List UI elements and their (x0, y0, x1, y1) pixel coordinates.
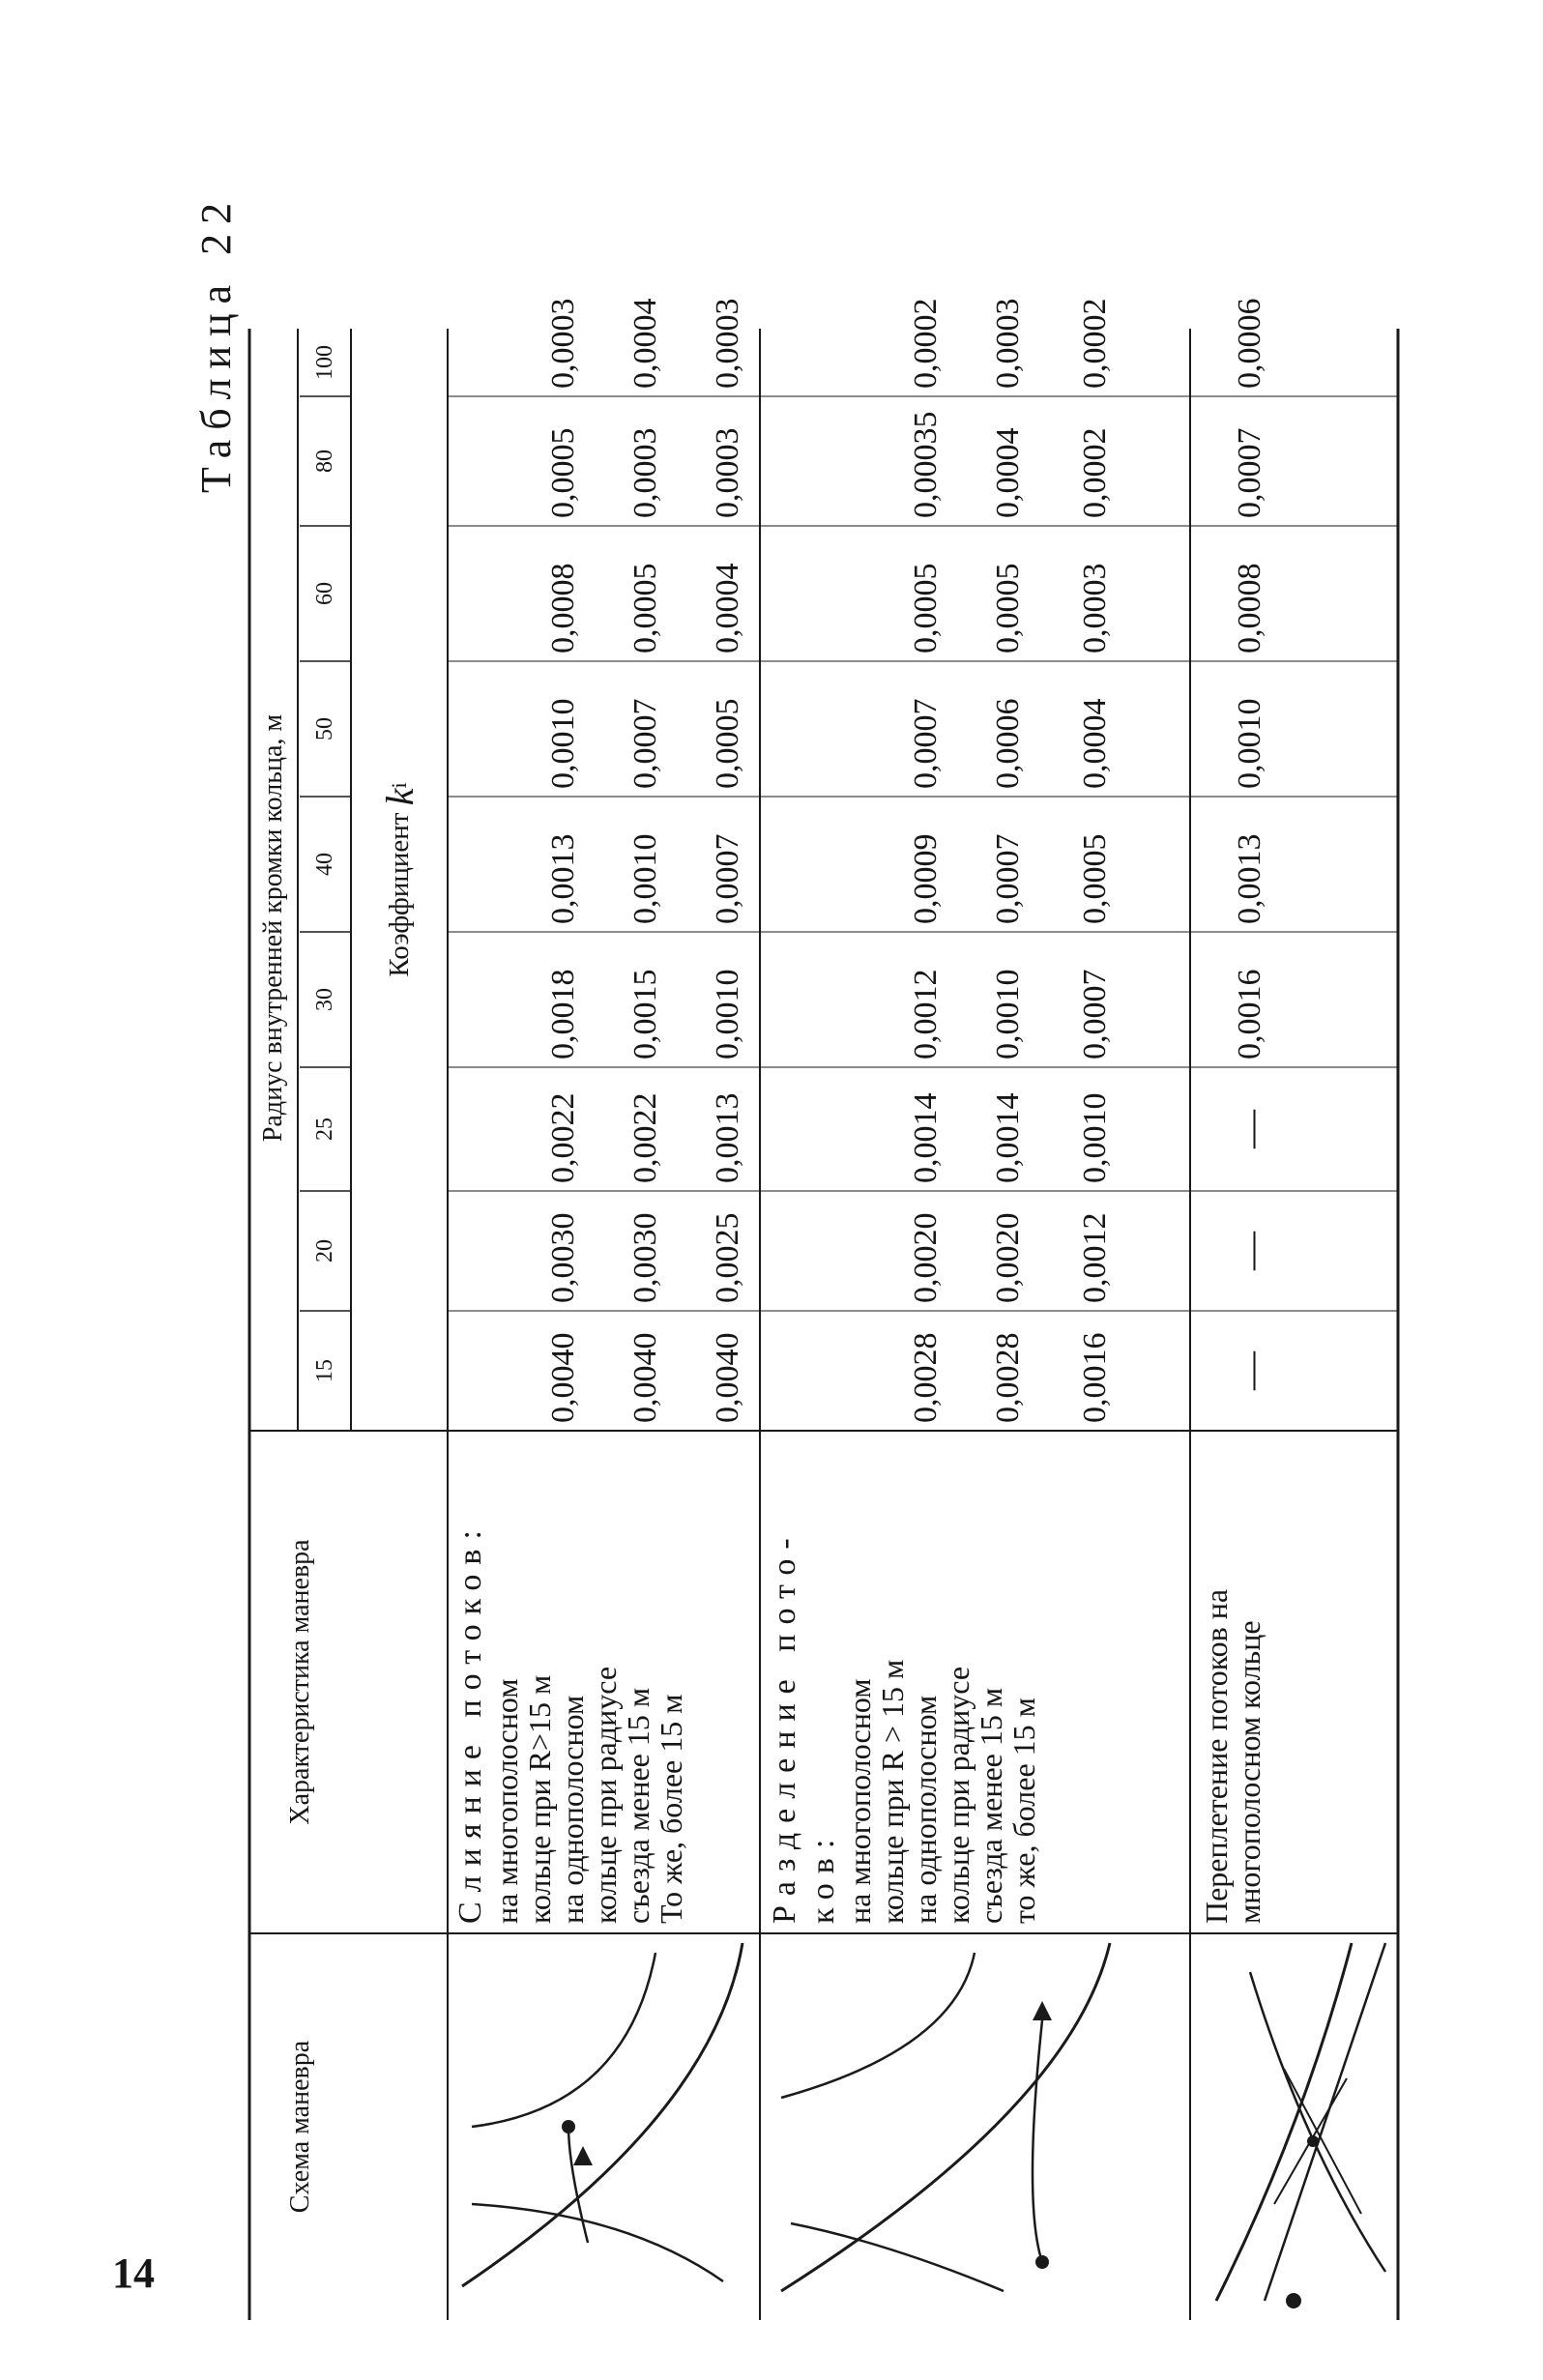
coefficient-value: 0,0010 (1232, 698, 1267, 789)
coefficient-value: 0,0007 (908, 698, 944, 789)
coefficient-value: 0,0005 (627, 563, 663, 653)
coefficient-value: 0,0005 (710, 698, 745, 789)
coefficient-value: 0,0010 (990, 969, 1026, 1059)
coefficient-value: 0,0022 (627, 1092, 663, 1183)
coefficient-value: 0,0004 (1077, 698, 1113, 789)
header-radius-25: 25 (312, 1117, 337, 1141)
weaving-lane-2 (1265, 1943, 1385, 2301)
diverging-description (762, 1431, 1187, 1933)
header-radius-30: 30 (312, 988, 337, 1011)
coefficient-value: 0,0003 (990, 298, 1026, 389)
coefficient-value: 0,0013 (1232, 833, 1267, 924)
header-characteristic: Характеристика маневра (284, 1539, 315, 1825)
coefficient-value: — (1228, 1351, 1272, 1390)
coefficient-value: 0,0020 (990, 1212, 1026, 1303)
merging-row1-line1: на многополосном (489, 1678, 524, 1924)
coefficient-value: 0,0010 (710, 969, 745, 1059)
merging-row1-line2: кольце при R>15 м (522, 1674, 557, 1924)
header-radius-100: 100 (312, 345, 337, 380)
header-radius-group: Радиус внутренней кромки кольца, м (258, 713, 288, 1143)
coefficient-value: 0,0012 (908, 969, 944, 1059)
coefficient-value: 0,0007 (990, 833, 1026, 924)
merging-description (448, 1431, 757, 1933)
header-radius-50: 50 (312, 717, 337, 740)
table-caption: Таблица 22 (192, 192, 240, 493)
coefficient-value: 0,0005 (908, 563, 944, 653)
coefficient-value: — (1228, 1232, 1272, 1270)
coefficient-value: 0,0030 (627, 1212, 663, 1303)
coefficient-label: Коэффициент (383, 812, 415, 977)
diverging-row2-line3: съезда менее 15 м (974, 1687, 1008, 1924)
coefficient-value: 0,0009 (908, 833, 944, 924)
coefficient-value: 0,0006 (1232, 298, 1267, 389)
weave-marker-icon (1286, 2293, 1301, 2308)
merging-entry-path (568, 2127, 588, 2243)
weaving-description (1192, 1431, 1385, 1933)
merging-row2-line1: на однополосном (555, 1695, 590, 1924)
coefficient-value: 0,0003 (627, 427, 663, 518)
diverging-outer-arc (781, 1943, 1110, 2291)
merging-row2-line3: съезда менее 15 м (621, 1687, 655, 1924)
coefficient-value: 0,0022 (545, 1092, 581, 1183)
merging-right-lane (472, 1953, 655, 2127)
weaving-lane-3 (1250, 1972, 1385, 2272)
coefficient-value: — (1228, 1110, 1272, 1148)
coefficient-value: 0,0010 (1077, 1092, 1113, 1183)
diverging-exit-path (1033, 2020, 1042, 2262)
coefficient-value: 0,0005 (545, 427, 581, 518)
coefficient-value: 0,0016 (1232, 969, 1267, 1059)
header-radius-80: 80 (312, 450, 337, 473)
coefficient-value: 0,00035 (908, 411, 944, 518)
coefficient-value: 0,0007 (710, 833, 745, 924)
coefficient-value: 0,0003 (710, 298, 745, 389)
coefficient-value: 0,0012 (1077, 1212, 1113, 1303)
merge-point-dot (562, 2120, 575, 2133)
coefficient-value: 0,0005 (1077, 833, 1113, 924)
coefficient-value: 0,0040 (627, 1332, 663, 1423)
diverging-title: Разделение пото-ков: (767, 1528, 841, 1924)
coefficient-subscript: i (387, 782, 411, 789)
merging-title: Слияние потоков: (452, 1521, 488, 1924)
diverging-row2-line2: кольце при радиусе (941, 1666, 975, 1924)
coefficient-value: 0,0002 (1077, 298, 1113, 389)
diverging-row1-line2: кольце при R > 15 м (875, 1659, 910, 1924)
coefficient-value: 0,0010 (627, 833, 663, 924)
coefficient-value: 0,0040 (545, 1332, 581, 1423)
header-scheme: Схема маневра (284, 2040, 315, 2214)
diverging-row3-line1: то же, более 15 м (1006, 1698, 1041, 1924)
merging-row3-line1: То же, более 15 м (654, 1694, 688, 1924)
coefficient-value: 0,0003 (710, 427, 745, 518)
diverging-row1-line1: на многополосном (842, 1678, 877, 1924)
diverging-row2-line1: на однополосном (908, 1695, 943, 1924)
coefficient-value: 0,0040 (710, 1332, 745, 1423)
coefficient-value: 0,0028 (990, 1332, 1026, 1423)
header-coefficient (351, 329, 448, 1431)
coefficient-value: 0,0014 (990, 1092, 1026, 1183)
coefficient-value: 0,0004 (990, 427, 1026, 518)
coefficient-symbol: k (377, 788, 422, 806)
coefficient-value: 0,0030 (545, 1212, 581, 1303)
coefficient-value: 0,0010 (545, 698, 581, 789)
header-radius-60: 60 (312, 582, 337, 605)
coefficient-value: 0,0007 (1232, 427, 1267, 518)
weave-point-dot (1307, 2135, 1319, 2147)
header-radius-40: 40 (312, 853, 337, 876)
coefficient-value: 0,0014 (908, 1092, 944, 1183)
coefficient-value: 0,0006 (990, 698, 1026, 789)
coefficient-value: 0,0018 (545, 969, 581, 1059)
merging-outer-arc (462, 1943, 742, 2286)
coefficient-value: 0,0004 (627, 298, 663, 389)
merging-arrow-icon (573, 2146, 593, 2165)
rotated-table-stage (46, 135, 1497, 2359)
coefficient-value: 0,0003 (1077, 563, 1113, 653)
coefficient-value: 0,0002 (1077, 427, 1113, 518)
coefficient-value: 0,0008 (1232, 563, 1267, 653)
weaving-cross-path (1284, 2069, 1361, 2214)
header-radius-20: 20 (312, 1239, 337, 1263)
coefficient-value: 0,0020 (908, 1212, 944, 1303)
merging-row2-line2: кольце при радиусе (588, 1666, 623, 1924)
coefficient-value: 0,0016 (1077, 1332, 1113, 1423)
coefficient-value: 0,0013 (545, 833, 581, 924)
coefficient-value: 0,0004 (710, 563, 745, 653)
coefficient-value: 0,0002 (908, 298, 944, 389)
merging-left-lane (472, 2204, 723, 2281)
page-number: 14 (112, 2249, 155, 2297)
coefficient-value: 0,0003 (545, 298, 581, 389)
coefficient-value: 0,0015 (627, 969, 663, 1059)
coefficient-value: 0,0005 (990, 563, 1026, 653)
coefficient-value: 0,0007 (627, 698, 663, 789)
coefficient-value: 0,0025 (710, 1212, 745, 1303)
weaving-title: Переплетение потоков на многополосном кольце (1199, 1588, 1266, 1924)
coefficient-value: 0,0028 (908, 1332, 944, 1423)
header-radius-15: 15 (312, 1359, 337, 1382)
diverging-left-lane (791, 2223, 1004, 2291)
coefficient-value: 0,0007 (1077, 969, 1113, 1059)
coefficient-value: 0,0013 (710, 1092, 745, 1183)
coefficient-value: 0,0008 (545, 563, 581, 653)
diverging-right-lane (781, 1953, 975, 2098)
diverging-arrow-icon (1033, 2001, 1052, 2020)
diverge-point-dot (1035, 2255, 1049, 2269)
